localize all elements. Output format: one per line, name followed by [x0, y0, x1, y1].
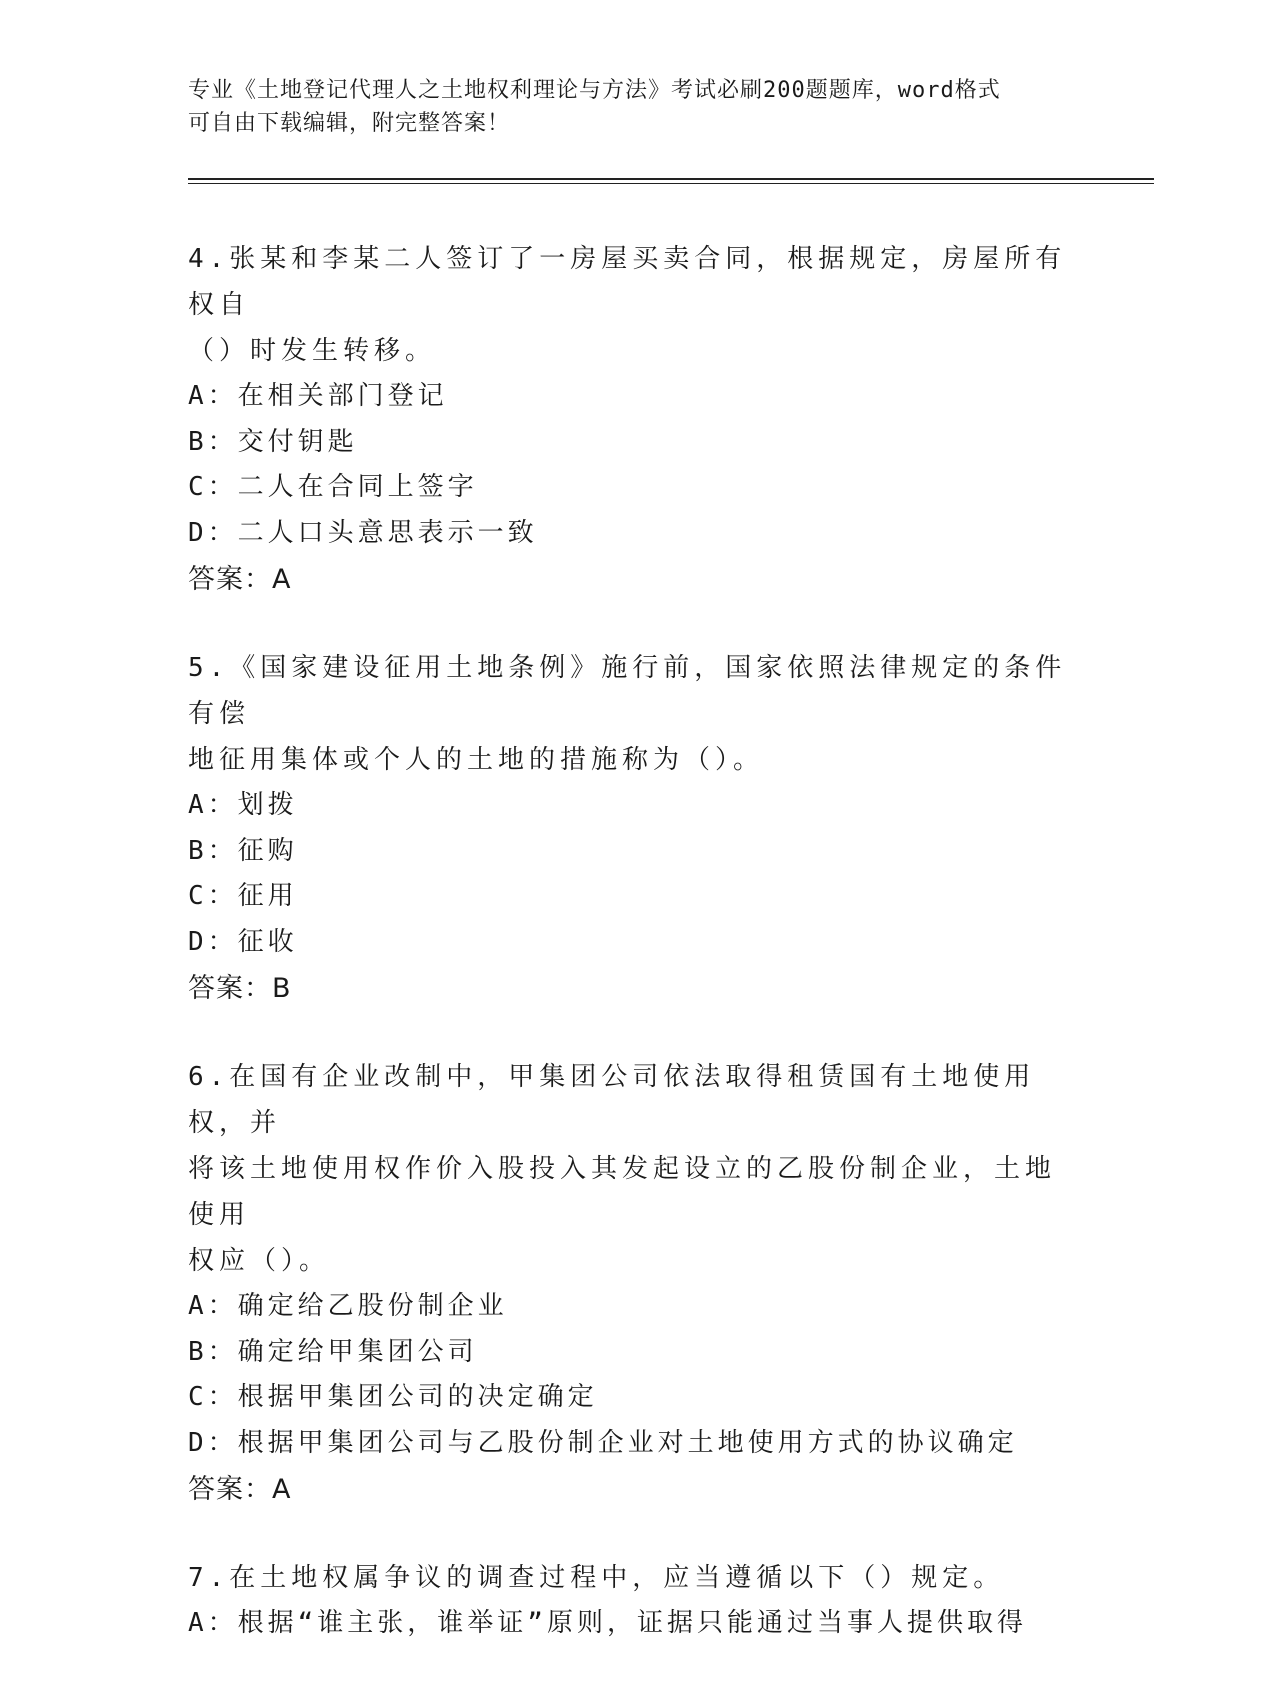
question-text-line: 地征用集体或个人的土地的措施称为（）。 [188, 745, 765, 775]
header-line-2: 可自由下载编辑，附完整答案！ [188, 111, 511, 136]
question-text-line: 权应（）。 [188, 1246, 331, 1276]
option-a: A：确定给乙股份制企业 [188, 1291, 508, 1321]
question-list [188, 236, 1068, 1689]
option-d: D：征收 [188, 926, 298, 957]
option-b: B：确定给甲集团公司 [188, 1336, 478, 1367]
option-a: A：在相关部门登记 [188, 381, 448, 411]
option-d: D：二人口头意思表示一致 [188, 517, 538, 548]
question-7 [188, 1555, 1068, 1647]
question-text-line: 4.张某和李某二人签订了一房屋买卖合同，根据规定，房屋所有权自 [188, 244, 1067, 320]
header-line-1: 专业《土地登记代理人之土地权利理论与方法》考试必刷200题题库，word格式 [188, 78, 1001, 103]
question-6 [188, 1054, 1068, 1513]
option-c: C：根据甲集团公司的决定确定 [188, 1382, 598, 1412]
option-b: B：交付钥匙 [188, 426, 358, 457]
option-d: D：根据甲集团公司与乙股份制企业对土地使用方式的协议确定 [188, 1427, 1018, 1458]
question-5 [188, 645, 1068, 1012]
question-text-line: （）时发生转移。 [188, 336, 437, 366]
header-divider-thick [188, 178, 1154, 180]
question-4 [188, 236, 1068, 603]
document-header [188, 74, 1068, 140]
question-text-line: 6.在国有企业改制中，甲集团公司依法取得租赁国有土地使用权，并 [188, 1062, 1036, 1138]
answer-label: 答案：A [188, 564, 292, 595]
option-a: A：划拨 [188, 790, 298, 820]
question-text-line: 7.在土地权属争议的调查过程中，应当遵循以下（）规定。 [188, 1563, 1005, 1593]
header-divider-thin [188, 183, 1154, 184]
answer-label: 答案：B [188, 973, 292, 1004]
question-text-line: 5.《国家建设征用土地条例》施行前，国家依照法律规定的条件有偿 [188, 653, 1067, 729]
option-c: C：二人在合同上签字 [188, 472, 478, 502]
option-c: C：征用 [188, 881, 298, 911]
answer-label: 答案：A [188, 1474, 292, 1505]
question-text-line: 将该土地使用权作价入股投入其发起设立的乙股份制企业，土地使用 [188, 1154, 1057, 1230]
option-a: A：根据“谁主张，谁举证”原则，证据只能通过当事人提供取得 [188, 1608, 1027, 1638]
option-b: B：征购 [188, 835, 298, 866]
